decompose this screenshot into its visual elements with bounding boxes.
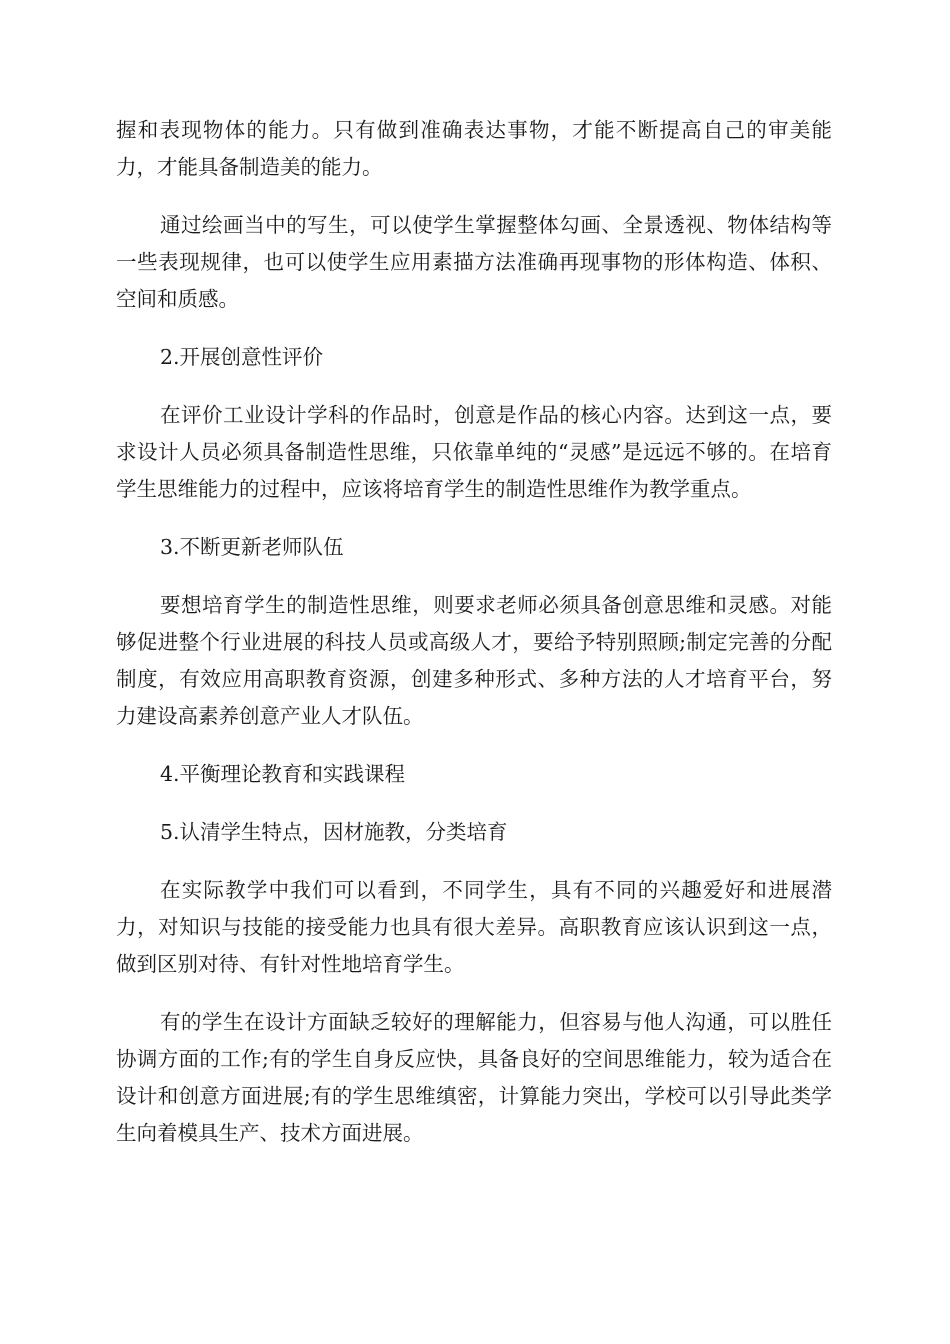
paragraph-creativity: 在评价工业设计学科的作品时，创意是作品的核心内容。达到这一点，要求设计人员必须具备制造性思维，只依靠单纯的“灵感”是远远不够的。在培育学生思维能力的过程中，应该将培育学生的制造性思维作为教学重点。: [116, 403, 832, 501]
paragraph-sketching: 通过绘画当中的写生，可以使学生掌握整体勾画、全景透视、物体结构等一些表现规律，也可以使学生应用素描方法准确再现事物的形体构造、体积、空间和质感。: [116, 213, 832, 311]
paragraph-differences: 在实际教学中我们可以看到，不同学生，具有不同的兴趣爱好和进展潜力，对知识与技能的接受能力也具有很大差异。高职教育应该认识到这一点，做到区别对待、有针对性地培育学生。: [116, 878, 832, 976]
paragraph-continuation: 握和表现物体的能力。只有做到准确表达事物，才能不断提高自己的审美能力，才能具备制造美的能力。: [116, 118, 832, 179]
paragraph-student-types: 有的学生在设计方面缺乏较好的理解能力，但容易与他人沟通，可以胜任协调方面的工作;有的学生自身反应快，具备良好的空间思维能力，较为适合在设计和创意方面进展;有的学生思维缜密，计算能力突出，学校可以引导此类学生向着模具生产、技术方面进展。: [116, 1010, 832, 1145]
section-heading-5: 5.认清学生特点，因材施教，分类培育: [160, 820, 508, 844]
section-heading-4: 4.平衡理论教育和实践课程: [160, 762, 406, 786]
section-heading-3: 3.不断更新老师队伍: [160, 535, 344, 559]
section-heading-2: 2.开展创意性评价: [160, 345, 324, 369]
document-body: [116, 112, 832, 1173]
paragraph-teachers: 要想培育学生的制造性思维，则要求老师必须具备创意思维和灵感。对能够促进整个行业进展的科技人员或高级人才，要给予特别照顾;制定完善的分配制度，有效应用高职教育资源，创建多种形式、多种方法的人才培育平台，努力建设高素养创意产业人才队伍。: [116, 593, 832, 728]
